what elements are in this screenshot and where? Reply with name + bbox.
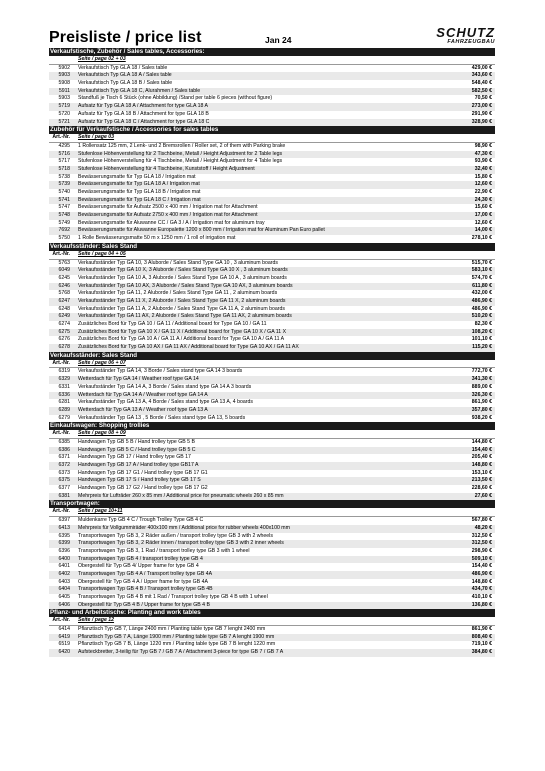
- article-number: 6248: [58, 305, 70, 312]
- item-price: 47,30 €: [474, 150, 492, 157]
- section-subheader: [49, 251, 495, 260]
- article-number: 6413: [58, 524, 70, 531]
- article-number: 5750: [58, 235, 70, 242]
- table-row: [49, 571, 495, 579]
- item-description: Zusätzliches Bord für Typ GA 10 A / GA 11 A / Additional board for Type GA 10 A / GA 11 A: [78, 336, 285, 343]
- item-description: Standfuß je Tisch 6 Stück (ohne Abbildung) /Stand per table 6 pieces (without figure): [78, 95, 273, 102]
- item-price: 70,50 €: [474, 95, 492, 102]
- article-number: 6402: [58, 570, 70, 577]
- table-row: [49, 65, 495, 73]
- article-number: 6274: [58, 321, 70, 327]
- article-number: 6247: [58, 297, 70, 304]
- item-description: Pflanztisch Typ GB 7, Länge 2400 mm / Planting table type GB 7 lenght 2400 mm: [78, 626, 266, 633]
- article-number: 6372: [58, 462, 70, 468]
- item-price: 341,30 €: [471, 376, 492, 383]
- table-row: [49, 212, 495, 220]
- section-title: Verkaufsständer: Sales Stand: [49, 352, 495, 360]
- table-row: [49, 283, 495, 291]
- item-price: 548,40 €: [471, 80, 492, 87]
- section-title: Pflanz- und Arbeitstische: Planting and work tables: [49, 609, 495, 617]
- table-row: [49, 267, 495, 275]
- table-row: [49, 384, 495, 392]
- item-price: 291,90 €: [471, 110, 492, 117]
- catalog-page-reference: Seite / page 03: [78, 134, 115, 141]
- item-price: 486,90 €: [471, 297, 492, 304]
- item-description: Transportwagen Typ GB 4 B mit 1 Rad / Transport trolley type GB 4 B with 1 wheel: [78, 594, 268, 600]
- article-number: 5908: [58, 80, 70, 87]
- article-number: 5719: [58, 103, 70, 110]
- item-price: 148,80 €: [471, 462, 492, 468]
- item-description: Zusätzliches Bord für Typ GA 10 X / GA 11 X / Additional board for Type GA 10 X / GA 11 X: [78, 328, 287, 335]
- item-price: 567,80 €: [471, 517, 492, 524]
- page-date: Jan 24: [265, 35, 292, 45]
- item-price: 15,80 €: [474, 173, 492, 180]
- article-number-header: Art.-Nr.: [52, 359, 70, 366]
- item-price: 48,20 €: [474, 524, 492, 531]
- article-number: 6329: [58, 376, 70, 383]
- article-number: 5738: [58, 173, 70, 180]
- price-section: [49, 609, 495, 656]
- table-row: [49, 454, 495, 462]
- item-price: 611,80 €: [472, 282, 492, 289]
- item-description: Handwagen Typ GB 5 B / Hand trolley type GB 5 B: [78, 438, 195, 445]
- item-description: Verkaufsständer Typ GA 14 A, 3 Borde / Sales stand type GA 14 A 3 boards: [78, 383, 252, 390]
- table-row: [49, 493, 495, 501]
- table-row: [49, 197, 495, 205]
- item-price: 14,00 €: [474, 227, 492, 234]
- item-price: 719,10 €: [471, 641, 492, 648]
- item-description: Aufsteckbretter, 3-teilig für Typ GB 7 / GB 7 A / Attachment 3-piece for type GB 7 / GB 7 A: [78, 649, 284, 656]
- table-row: [49, 485, 495, 493]
- article-number: 6245: [58, 274, 70, 281]
- item-description: Wetterdach für Typ GA 14 / Weather roof type GA 14: [78, 376, 199, 383]
- article-number: 6289: [58, 406, 70, 413]
- section-title: Verkaufstische, Zubehör / Sales tables, Accessories:: [49, 48, 495, 56]
- item-description: Stufenlose Höhenverstellung für 4 Tischbeine, Kunststoff / Height Adjustment: [78, 165, 255, 172]
- item-price: 22,90 €: [474, 189, 492, 195]
- logo-subtitle: FAHRZEUGBAU: [447, 39, 495, 45]
- item-price: 93,90 €: [474, 158, 492, 165]
- table-row: [49, 525, 495, 533]
- article-number: 6377: [58, 485, 70, 492]
- item-description: Wetterdach für Typ GA 14 A / Weather roof type GA 14 A: [78, 391, 208, 398]
- table-row: [49, 111, 495, 119]
- item-price: 434,70 €: [471, 586, 492, 593]
- item-description: Bewässerungsmatte für Aluwanne Europalette 1200 x 800 mm / Irrigation mat for Aluminum Pan Euro pallet: [78, 227, 325, 234]
- item-price: 15,60 €: [474, 204, 492, 211]
- table-row: [49, 181, 495, 189]
- section-subheader: [49, 430, 495, 439]
- article-number: 6404: [58, 586, 70, 593]
- table-row: [49, 641, 495, 649]
- item-description: 1 Rollensatz 125 mm, 2 Lenk- und 2 Bremsrollen / Roller set, 2 of them with Parking brake: [78, 142, 286, 149]
- price-section: [49, 500, 495, 609]
- table-row: [49, 602, 495, 610]
- item-price: 101,10 €: [471, 336, 492, 343]
- item-price: 328,90 €: [471, 118, 492, 125]
- article-number: 5741: [58, 196, 70, 203]
- item-description: Bewässerungsmatte für Typ GLA 18 C / Irrigation mat: [78, 196, 201, 203]
- article-number: 6414: [58, 626, 70, 633]
- article-number: 5768: [58, 290, 70, 297]
- item-price: 32,40 €: [474, 165, 492, 172]
- item-description: Handwagen Typ GB 17 G1 / Hand trolley type GB 17 G1: [78, 469, 208, 476]
- item-description: Obergestell für Typ GB 4 A / Upper frame for type GB 4A: [78, 578, 208, 585]
- table-row: [49, 321, 495, 329]
- price-section: [49, 48, 495, 126]
- table-row: [49, 447, 495, 455]
- catalog-page-reference: Seite / page 02 + 03: [78, 56, 126, 62]
- table-row: [49, 470, 495, 478]
- article-number: 5763: [58, 259, 70, 266]
- article-number: 6278: [58, 344, 70, 351]
- item-price: 808,40 €: [471, 633, 492, 640]
- item-price: 273,00 €: [471, 103, 492, 110]
- item-description: Verkaufsständer Typ GA 10 A, 3 Aluborde / Sales Stand Type GA 10 A , 3 aluminum boards: [78, 274, 287, 281]
- item-description: Stufenlose Höhenverstellung für 4 Tischbeine, Metall / Height Adjustment for 4 Table legs: [78, 158, 283, 165]
- table-row: [49, 329, 495, 337]
- table-row: [49, 88, 495, 96]
- article-number: 5903: [58, 72, 70, 79]
- article-number: 6397: [58, 517, 70, 524]
- item-description: Bewässerungsmatte für Aufsatz 2750 x 400 mm / Irrigation mat for Attachment: [78, 212, 258, 219]
- table-row: [49, 556, 495, 564]
- item-description: Verkaufsständer Typ GA 11 A, 2 Aluborde / Sales Stand Type GA 11 A, 2 aluminum boards: [78, 305, 285, 312]
- table-row: [49, 533, 495, 541]
- item-price: 24,30 €: [474, 196, 492, 203]
- item-price: 27,60 €: [474, 492, 492, 499]
- item-price: 154,40 €: [471, 563, 492, 570]
- item-price: 82,30 €: [474, 321, 492, 327]
- table-row: [49, 103, 495, 111]
- item-price: 357,80 €: [471, 406, 492, 413]
- item-description: Transportwagen Typ GB 3, 2 Räder innen / transport trolley type GB 3 with 2 inner wheels: [78, 540, 284, 547]
- item-description: Transportwagen Typ GB 4 A / Transport trolley type GB 4A: [78, 570, 213, 577]
- item-price: 432,00 €: [471, 290, 492, 297]
- article-number: 6420: [58, 649, 70, 656]
- article-number-header: Art.-Nr.: [52, 134, 70, 141]
- article-number: 6246: [58, 282, 70, 289]
- item-price: 228,60 €: [471, 485, 492, 492]
- section-subheader: [49, 134, 495, 143]
- table-row: [49, 649, 495, 657]
- article-number: 5739: [58, 181, 70, 188]
- catalog-page-reference: Seite / page 12: [78, 617, 115, 624]
- article-number: 6405: [58, 594, 70, 600]
- item-description: Handwagen Typ GB 17 A / Hand trolley type GB17 A: [78, 462, 199, 468]
- table-row: [49, 477, 495, 485]
- item-price: 312,50 €: [471, 532, 492, 539]
- item-description: Verkaufstisch Typ GLA 18 B / Sales table: [78, 80, 173, 87]
- company-logo: [407, 27, 495, 47]
- section-title: Transportwagen:: [49, 500, 495, 508]
- table-row: [49, 540, 495, 548]
- section-subheader: [49, 56, 495, 65]
- table-row: [49, 563, 495, 571]
- item-price: 108,20 €: [471, 328, 492, 335]
- article-number: 6401: [58, 563, 70, 570]
- table-row: [49, 95, 495, 103]
- item-price: 144,80 €: [471, 438, 492, 445]
- page-title: Preisliste / price list: [49, 29, 202, 46]
- table-row: [49, 298, 495, 306]
- item-price: 486,90 €: [471, 305, 492, 312]
- price-section: [49, 352, 495, 423]
- article-number: 5716: [58, 150, 70, 157]
- table-row: [49, 336, 495, 344]
- item-price: 582,50 €: [471, 87, 492, 94]
- section-subheader: [49, 360, 495, 369]
- item-description: Verkaufstisch Typ GLA 18 / Sales table: [78, 64, 168, 71]
- item-price: 574,70 €: [471, 274, 492, 281]
- section-title: Verkaufsständer: Sales Stand: [49, 243, 495, 251]
- catalog-page-reference: Seite / page 10+11: [78, 508, 123, 515]
- item-price: 509,10 €: [471, 555, 492, 562]
- item-description: Aufsatz für Typ GLA 18 C / Attachment for type GLA 18 C: [78, 118, 210, 125]
- item-description: Verkaufsständer Typ GA 14, 3 Borde / Sales stand type GA 14 3 boards: [78, 368, 243, 375]
- item-price: 12,60 €: [474, 219, 492, 226]
- table-row: [49, 407, 495, 415]
- table-row: [49, 260, 495, 268]
- article-number: 5720: [58, 110, 70, 117]
- article-number-header: Art.-Nr.: [52, 508, 70, 515]
- item-price: 384,80 €: [471, 649, 492, 656]
- item-price: 343,60 €: [471, 72, 492, 79]
- item-price: 12,60 €: [474, 181, 492, 188]
- article-number: 5748: [58, 212, 70, 219]
- item-description: Verkaufsständer Typ GA 13 A, 4 Borde / Sales stand type GA 13 A, 4 boards: [78, 399, 253, 406]
- article-number-header: Art.-Nr.: [52, 250, 70, 257]
- price-section: [49, 126, 495, 243]
- article-number: 6331: [58, 383, 70, 390]
- item-price: 205,40 €: [471, 454, 492, 461]
- catalog-page-reference: Seite / page 06 + 07: [78, 359, 126, 366]
- logo-name: SCHUTZ: [436, 25, 495, 40]
- item-description: Verkaufsständer Typ GA 13 , 5 Borde / Sales stand type GA 13, 5 boards: [78, 414, 246, 421]
- article-number: 6249: [58, 313, 70, 320]
- article-number-header: Art.-Nr.: [52, 617, 70, 624]
- section-title: Einkaufswagen: Shopping trollies: [49, 422, 495, 430]
- article-number: 6279: [58, 414, 70, 421]
- table-row: [49, 579, 495, 587]
- article-number: 6419: [58, 633, 70, 640]
- item-description: Mehrpreis für Vollgummiräder 400x100 mm / Additional price for rubber wheels 400x100 mm: [78, 524, 290, 531]
- item-price: 772,70 €: [471, 368, 492, 375]
- table-row: [49, 344, 495, 352]
- article-number: 6049: [58, 267, 70, 274]
- table-row: [49, 72, 495, 80]
- table-row: [49, 306, 495, 314]
- article-number: 6276: [58, 336, 70, 343]
- catalog-page-reference: Seite / page 04 + 05: [78, 250, 126, 257]
- item-description: Verkaufstisch Typ GLA 18 A / Sales table: [78, 72, 172, 79]
- item-price: 583,10 €: [471, 267, 492, 274]
- item-price: 312,50 €: [471, 540, 492, 547]
- article-number: 6371: [58, 454, 70, 461]
- item-price: 154,40 €: [471, 446, 492, 453]
- table-row: [49, 594, 495, 602]
- item-price: 148,80 €: [471, 578, 492, 585]
- article-number: 5721: [58, 118, 70, 125]
- item-price: 153,10 €: [471, 469, 492, 476]
- item-description: Transportwagen Typ GB 3, 1 Rad / transport trolley type GB 3 with 1 wheel: [78, 547, 250, 554]
- price-section: [49, 243, 495, 352]
- price-sections: [49, 48, 495, 657]
- table-row: [49, 517, 495, 525]
- article-number: 6400: [58, 555, 70, 562]
- section-title: Zubehör für Verkaufstische / Accessories for sales tables: [49, 126, 495, 134]
- article-number: 6319: [58, 368, 70, 375]
- item-description: Stufenlose Höhenverstellung für 2 Tischbeine, Metall / Height Adjustment for 2 Table legs: [78, 150, 283, 157]
- item-description: Verkaufstisch Typ GLA 18 C, Alurahmen / Sales table: [78, 87, 201, 94]
- article-number: 6395: [58, 532, 70, 539]
- article-number: 7692: [58, 227, 70, 234]
- table-row: [49, 166, 495, 174]
- article-number: 5902: [58, 64, 70, 71]
- table-row: [49, 227, 495, 235]
- catalog-page-reference: Seite / page 08 + 09: [78, 430, 126, 437]
- item-price: 298,90 €: [471, 547, 492, 554]
- table-row: [49, 634, 495, 642]
- item-price: 278,10 €: [471, 235, 492, 242]
- item-price: 861,90 €: [471, 399, 492, 406]
- table-row: [49, 368, 495, 376]
- article-number: 5747: [58, 204, 70, 211]
- item-description: Pflanztisch Typ GB 7 B, Länge 1220 mm / Planting table type GB 7 B lenght 1220 mm: [78, 641, 276, 648]
- item-price: 486,90 €: [471, 570, 492, 577]
- page-header: [49, 27, 495, 47]
- item-description: 1 Rolle Bewässerungsmatte 50 m x 1250 mm / 1 roll of irrigation mat: [78, 235, 236, 242]
- table-row: [49, 586, 495, 594]
- table-row: [49, 204, 495, 212]
- item-description: Verkaufsständer Typ GA 10 AX, 3 Aluborde / Sales Stand Type GA 10 AX, 3 aluminum boards: [78, 282, 293, 289]
- table-row: [49, 275, 495, 283]
- article-number: 6396: [58, 547, 70, 554]
- item-description: Aufsatz für Typ GLA 18 A / Attachment for type GLA 18 A: [78, 103, 208, 110]
- table-row: [49, 143, 495, 151]
- article-number: 6406: [58, 601, 70, 608]
- price-section: [49, 422, 495, 500]
- item-description: Bewässerungsmatte für Aluwanne CC / GA 3 / A / Irrigation mat for aluminum tray: [78, 219, 265, 226]
- item-description: Bewässerungsmatte für Typ GLA 18 A / Irrigation mat: [78, 181, 200, 188]
- table-row: [49, 151, 495, 159]
- table-row: [49, 313, 495, 321]
- article-number: 6281: [58, 399, 70, 406]
- table-row: [49, 439, 495, 447]
- table-row: [49, 376, 495, 384]
- article-number: 5740: [58, 189, 70, 195]
- table-row: [49, 392, 495, 400]
- article-number: 5717: [58, 158, 70, 165]
- item-description: Aufsatz für Typ GLA 18 B / Attachment for type GLA 18 B: [78, 110, 209, 117]
- table-row: [49, 119, 495, 127]
- table-row: [49, 399, 495, 407]
- section-subheader: [49, 508, 495, 517]
- item-description: Handwagen Typ GB 17 S / Hand trolley type GB 17 S: [78, 477, 201, 484]
- item-price: 326,30 €: [471, 391, 492, 398]
- item-description: Transportwagen Typ GB 3, 2 Räder außen / transport trolley type GB 3 with 2 wheels: [78, 532, 273, 539]
- table-row: [49, 235, 495, 243]
- item-price: 861,90 €: [471, 626, 492, 633]
- item-description: Obergestell für Typ GB 4 B / Upper frame for type GB 4 B: [78, 601, 210, 608]
- item-description: Verkaufsständer Typ GA 11, 2 Aluborde / Sales Stand Type GA 11 , 2 aluminum boards: [78, 290, 278, 297]
- article-number: 5718: [58, 165, 70, 172]
- article-number: 6399: [58, 540, 70, 547]
- article-number: 6385: [58, 438, 70, 445]
- item-description: Zusätzliches Bord für Typ GA 10 / GA 11 / Additional board for Type GA 10 / GA 11: [78, 321, 267, 327]
- item-price: 510,20 €: [471, 313, 492, 320]
- item-description: Verkaufsständer Typ GA 11 AX, 2 Aluborde / Sales Stand Type GA 11 AX, 2 aluminum boards: [78, 313, 292, 320]
- table-row: [49, 626, 495, 634]
- item-price: 17,00 €: [474, 212, 492, 219]
- item-price: 136,80 €: [471, 601, 492, 608]
- item-description: Wetterdach für Typ GA 13 A / Weather roof type GA 13 A: [78, 406, 208, 413]
- article-number: 6375: [58, 477, 70, 484]
- item-description: Handwagen Typ GB 17 / Hand trolley type GB 17: [78, 454, 191, 461]
- item-price: 938,20 €: [471, 414, 492, 421]
- item-price: 98,90 €: [474, 142, 492, 149]
- table-row: [49, 548, 495, 556]
- item-description: Transportwagen Typ GB 4 B / Transport trolley type GB 4B: [78, 586, 213, 593]
- section-subheader: [49, 617, 495, 626]
- item-description: Pflanztisch Typ GB 7 A, Länge 1900 mm / Planting table type GB 7 A lenght 1900 mm: [78, 633, 275, 640]
- table-row: [49, 189, 495, 197]
- table-row: [49, 290, 495, 298]
- article-number: 5749: [58, 219, 70, 226]
- table-row: [49, 158, 495, 166]
- item-description: Verkaufsständer Typ GA 10, 3 Aluborde / Sales Stand Type GA 10 , 3 aluminum boards: [78, 259, 278, 266]
- item-description: Handwagen Typ GB 5 C / Hand trolley type GB 5 C: [78, 446, 196, 453]
- article-number: 6403: [58, 578, 70, 585]
- item-price: 889,00 €: [471, 383, 492, 390]
- item-description: Transportwagen Typ GB 4 / transport trolley type GB 4: [78, 555, 203, 562]
- item-price: 410,10 €: [471, 594, 492, 600]
- item-price: 429,00 €: [471, 64, 492, 71]
- table-row: [49, 220, 495, 228]
- article-number: 4295: [58, 142, 70, 149]
- item-description: Bewässerungsmatte für Typ GLA 18 B / Irrigation mat: [78, 189, 201, 195]
- article-number: 5903: [58, 95, 70, 102]
- article-number: 6275: [58, 328, 70, 335]
- article-number: 6386: [58, 446, 70, 453]
- table-row: [49, 462, 495, 470]
- item-description: Zusätzliches Bord für Typ GA 10 AX / GA 11 AX / Additional board for Type GA 10 AX / GA 11 AX: [78, 344, 299, 351]
- item-description: Handwagen Typ GB 17 G2 / Hand trolley type GB 17 G2: [78, 485, 208, 492]
- article-number: 6373: [58, 469, 70, 476]
- article-number-header: Art.-Nr.: [52, 430, 70, 437]
- article-number: 6519: [58, 641, 70, 648]
- item-description: Verkaufsständer Typ GA 11 X, 2 Aluborde / Sales Stand Type GA 11 X, 2 aluminum boards: [78, 297, 286, 304]
- item-description: Bewässerungsmatte für Aufsatz 2500 x 400 mm / Irrigation mat for Attachment: [78, 204, 258, 211]
- item-price: 515,70 €: [471, 259, 492, 266]
- item-description: Verkaufsständer Typ GA 10 X, 3 Aluborde / Sales Stand Type GA 10 X , 3 aluminum boards: [78, 267, 288, 274]
- item-description: Mehrpreis für Luftråder 260 x 85 mm / Additional price for pneumatic wheels 260 x 85 mm: [78, 492, 284, 499]
- table-row: [49, 174, 495, 182]
- article-number: 5911: [58, 87, 70, 94]
- table-row: [49, 415, 495, 423]
- article-number: 6336: [58, 391, 70, 398]
- item-description: Bewässerungsmatte für Typ GLA 18 / Irrigation mat: [78, 173, 196, 180]
- item-description: Obergestell für Typ GB 4/ Upper frame for type GB 4: [78, 563, 199, 570]
- item-description: Muldenkarre Typ GB 4 C / Trough Trolley Type GB 4 C: [78, 517, 204, 524]
- article-number: 6381: [58, 492, 70, 499]
- item-price: 213,50 €: [471, 477, 492, 484]
- table-row: [49, 80, 495, 88]
- item-price: 115,20 €: [472, 344, 492, 351]
